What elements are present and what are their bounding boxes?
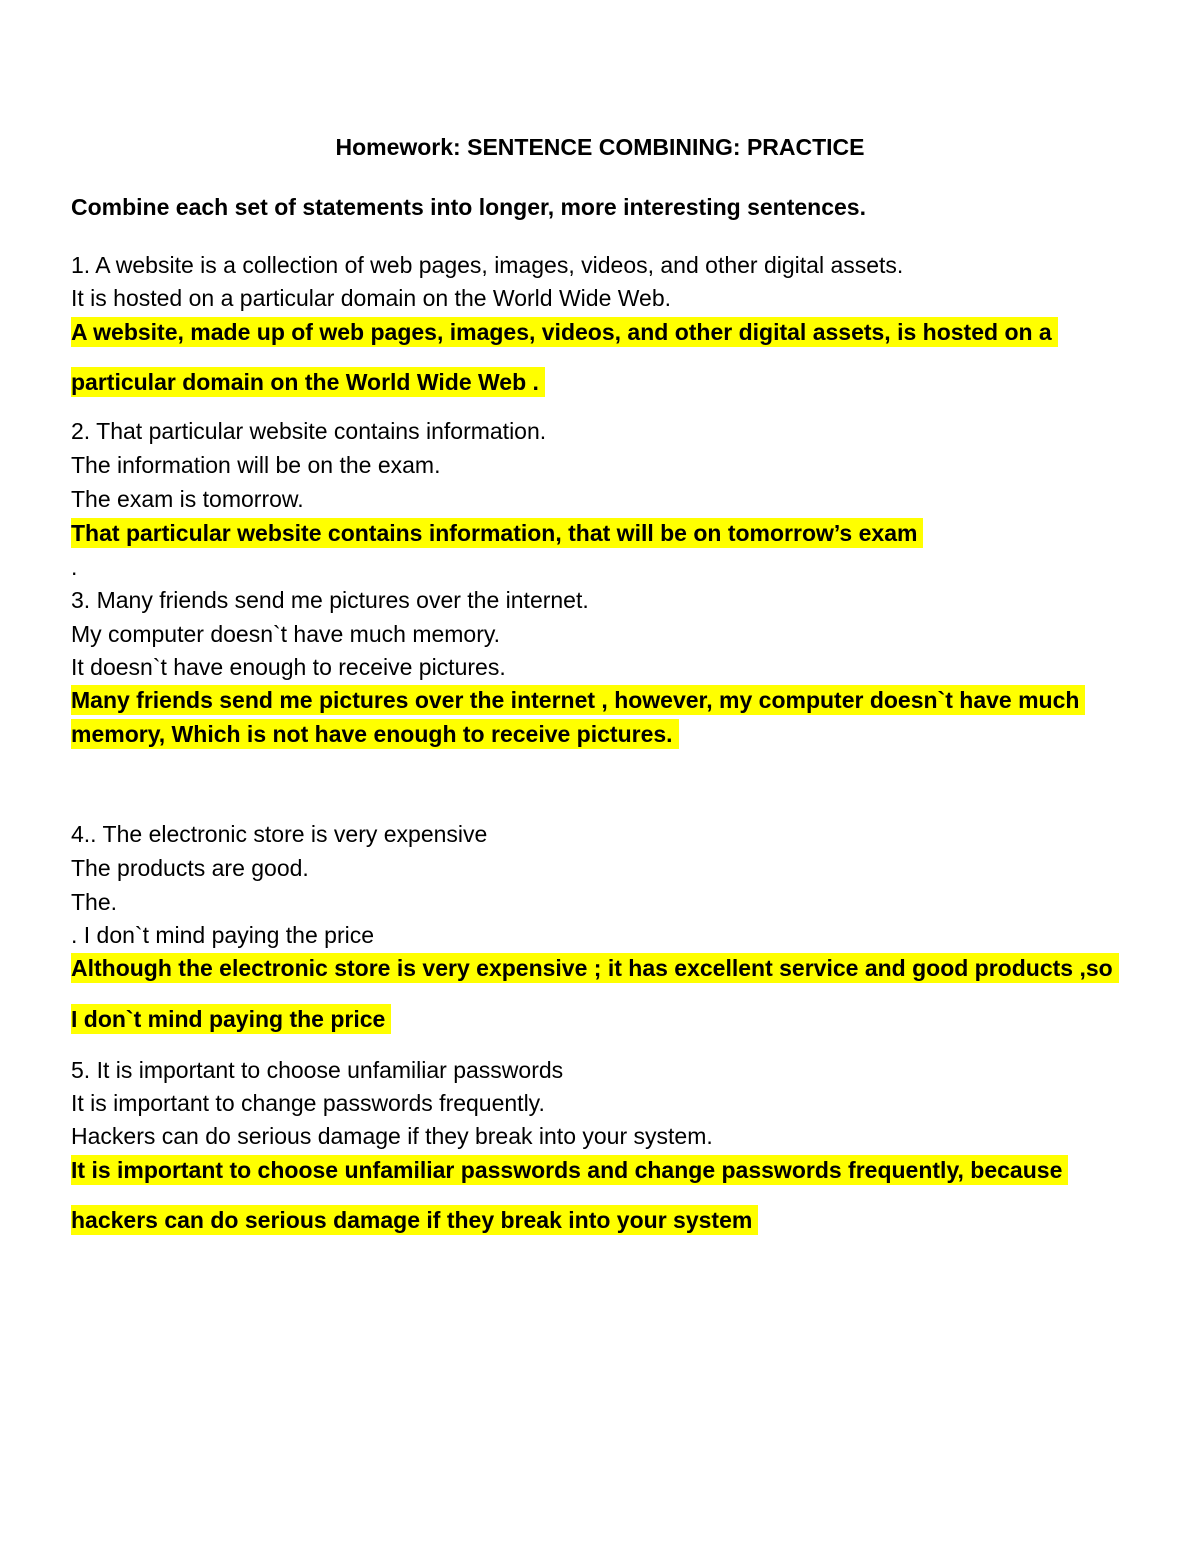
- item-1-statement-1: 1. A website is a collection of web pages, images, videos, and other digital assets.: [71, 252, 904, 278]
- highlighted-answer: A website, made up of web pages, images, videos, and other digital assets, is hosted on a: [71, 317, 1058, 347]
- item-1-answer-line-1: [71, 317, 1058, 347]
- item-4-statement-2: The products are good.: [71, 855, 309, 881]
- highlighted-answer: I don`t mind paying the price: [71, 1004, 391, 1034]
- item-4-statement-3: The.: [71, 889, 118, 915]
- item-5-statement-1: 5. It is important to choose unfamiliar passwords: [71, 1057, 564, 1083]
- highlighted-answer: It is important to choose unfamiliar passwords and change passwords frequently, because: [71, 1155, 1068, 1185]
- item-5-answer-line-1: [71, 1155, 1068, 1185]
- highlighted-answer: memory, Which is not have enough to receive pictures.: [71, 719, 679, 749]
- item-4-statement-4: . I don`t mind paying the price: [71, 922, 374, 948]
- item-4-answer-line-2: [71, 1004, 391, 1034]
- instructions: Combine each set of statements into longer, more interesting sentences.: [71, 194, 866, 220]
- highlighted-answer: hackers can do serious damage if they break into your system: [71, 1205, 758, 1235]
- item-3-statement-3: It doesn`t have enough to receive pictures.: [71, 654, 506, 680]
- item-5-answer-line-2: [71, 1205, 758, 1235]
- page-title: Homework: SENTENCE COMBINING: PRACTICE: [335, 134, 865, 160]
- item-4-statement-1: 4.. The electronic store is very expensive: [71, 821, 488, 847]
- item-3-statement-2: My computer doesn`t have much memory.: [71, 621, 501, 647]
- item-5-statement-2: It is important to change passwords frequently.: [71, 1090, 545, 1116]
- item-3-answer-line-1: [71, 685, 1085, 715]
- item-1-answer-line-2: [71, 367, 545, 397]
- item-3-answer-line-2: [71, 719, 679, 749]
- item-4-answer-line-1: [71, 953, 1119, 983]
- item-2-answer-line-1: [71, 518, 923, 548]
- item-2-trailing-period: .: [71, 554, 78, 580]
- highlighted-answer: particular domain on the World Wide Web .: [71, 367, 545, 397]
- item-5-statement-3: Hackers can do serious damage if they break into your system.: [71, 1123, 713, 1149]
- item-2-statement-3: The exam is tomorrow.: [71, 486, 304, 512]
- item-2-statement-2: The information will be on the exam.: [71, 452, 441, 478]
- item-1-statement-2: It is hosted on a particular domain on the World Wide Web.: [71, 285, 672, 311]
- highlighted-answer: That particular website contains information, that will be on tomorrow’s exam: [71, 518, 923, 548]
- highlighted-answer: Many friends send me pictures over the internet , however, my computer doesn`t have much: [71, 685, 1085, 715]
- item-2-statement-1: 2. That particular website contains information.: [71, 418, 547, 444]
- highlighted-answer: Although the electronic store is very expensive ; it has excellent service and good products ,so: [71, 953, 1119, 983]
- item-3-statement-1: 3. Many friends send me pictures over the internet.: [71, 587, 589, 613]
